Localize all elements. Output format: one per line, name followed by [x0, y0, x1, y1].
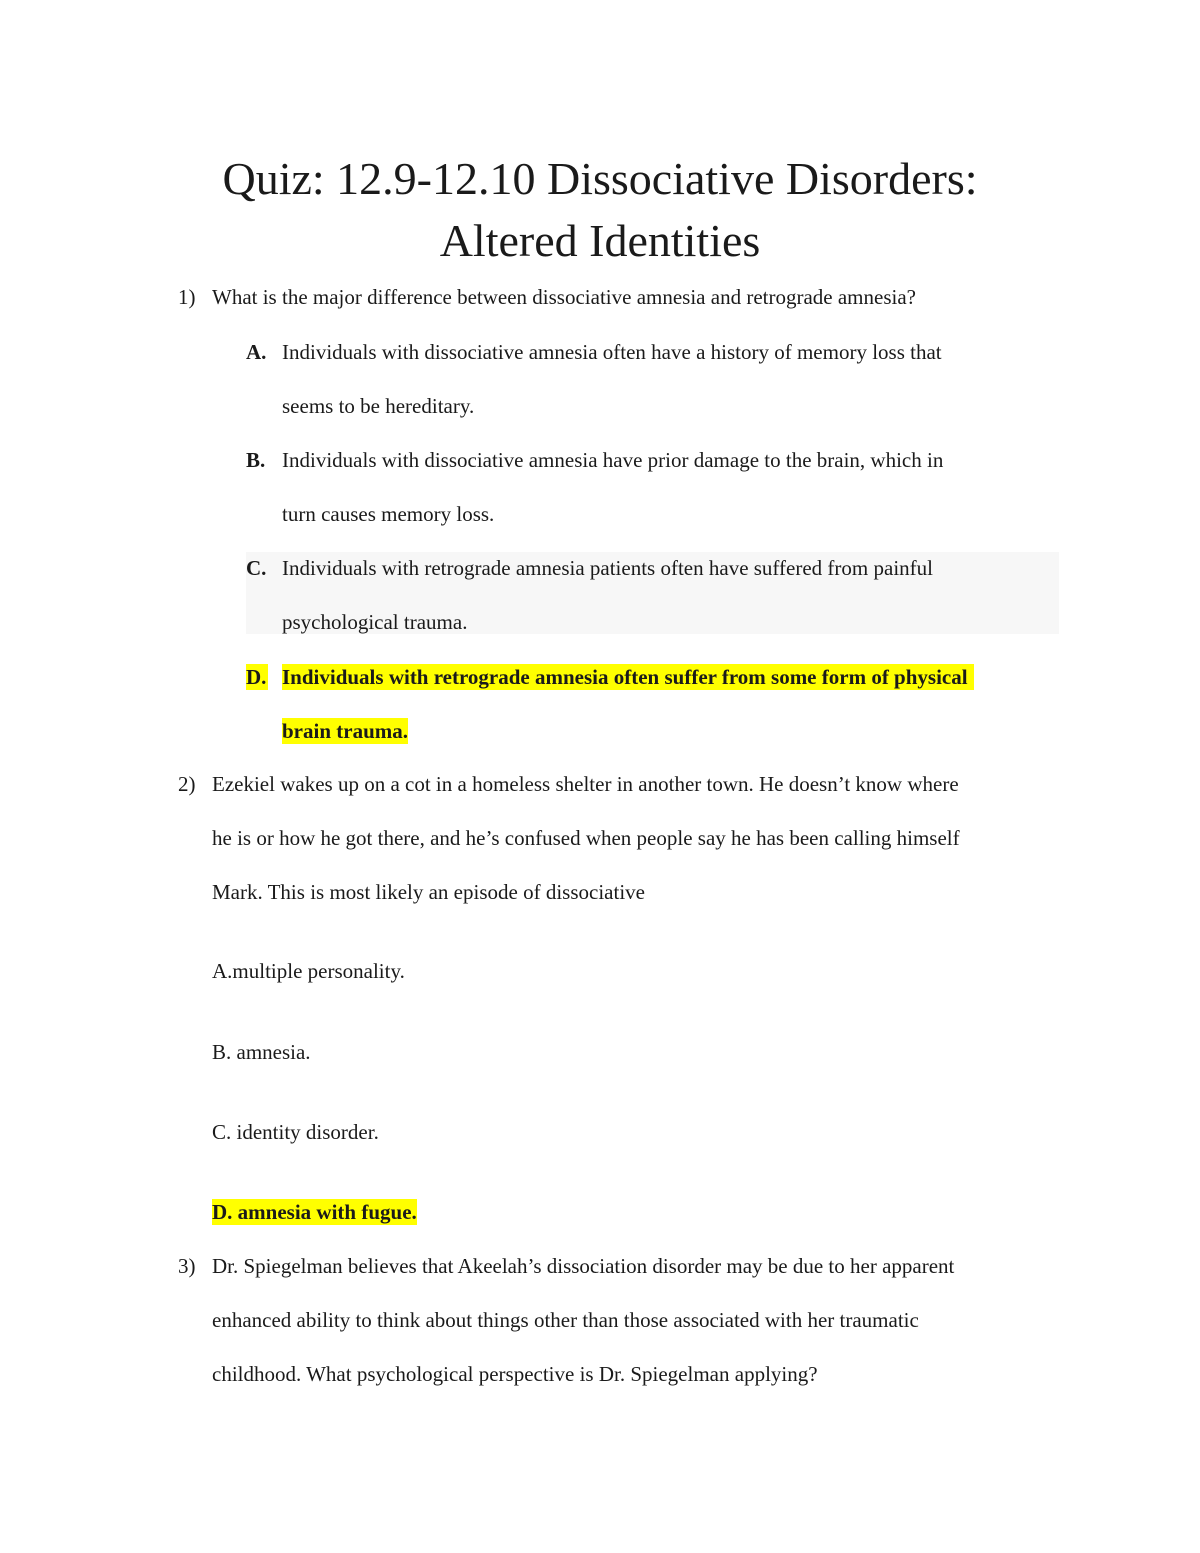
q2-option-d: D. amnesia with fugue.	[212, 1200, 417, 1224]
q1-option-a-line-2: seems to be hereditary.	[282, 394, 475, 418]
question-1-number: 1)	[178, 285, 196, 309]
q1-option-b-line-2: turn causes memory loss.	[282, 502, 495, 526]
question-3-line-2: enhanced ability to think about things other than those associated with her traumatic	[212, 1308, 919, 1332]
page-title-line-1: Quiz: 12.9-12.10 Dissociative Disorders:	[222, 153, 978, 204]
question-1-text: What is the major difference between dissociative amnesia and retrograde amnesia?	[212, 285, 916, 309]
page-title-line-2: Altered Identities	[439, 215, 761, 266]
q1-option-b-line-1: Individuals with dissociative amnesia have prior damage to the brain, which in	[282, 448, 944, 472]
q1-option-a-letter: A.	[246, 340, 267, 364]
q1-option-b-letter: B.	[246, 448, 266, 472]
q1-option-c-line-2: psychological trauma.	[282, 610, 468, 634]
q2-option-b: B. amnesia.	[212, 1040, 311, 1064]
question-3-line-3: childhood. What psychological perspective is Dr. Spiegelman applying?	[212, 1362, 818, 1386]
q2-option-a: A.multiple personality.	[212, 959, 405, 983]
question-2-line-2: he is or how he got there, and he’s confused when people say he has been calling himself	[212, 826, 960, 850]
q2-option-c: C. identity disorder.	[212, 1120, 379, 1144]
question-2-line-1: Ezekiel wakes up on a cot in a homeless shelter in another town. He doesn’t know where	[212, 772, 959, 796]
q1-option-d-letter: D.	[246, 665, 267, 689]
question-3-line-1: Dr. Spiegelman believes that Akeelah’s dissociation disorder may be due to her apparent	[212, 1254, 955, 1278]
question-3-number: 3)	[178, 1254, 196, 1278]
question-2-line-3: Mark. This is most likely an episode of dissociative	[212, 880, 645, 904]
q1-option-c-line-1: Individuals with retrograde amnesia patients often have suffered from painful	[282, 556, 933, 580]
q1-option-c-letter: C.	[246, 556, 267, 580]
q1-option-d-line-2: brain trauma.	[282, 719, 408, 743]
q1-option-a-line-1: Individuals with dissociative amnesia often have a history of memory loss that	[282, 340, 942, 364]
question-2-number: 2)	[178, 772, 196, 796]
q1-option-d-line-1: Individuals with retrograde amnesia often suffer from some form of physical	[282, 664, 974, 690]
